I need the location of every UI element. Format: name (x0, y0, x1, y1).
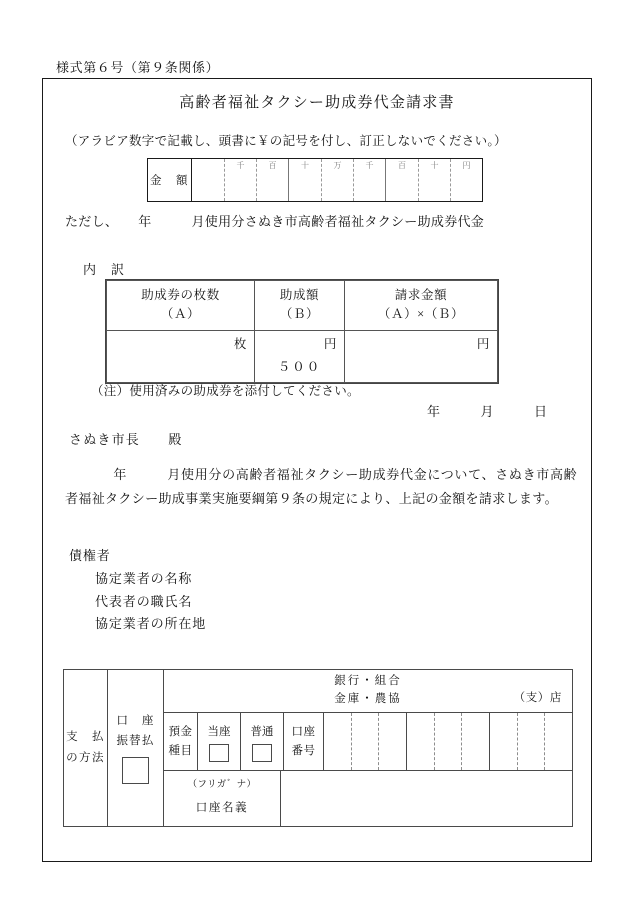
cell-claim-amount[interactable] (345, 330, 498, 382)
creditor-company-name: 協定業者の名称 (95, 570, 193, 586)
amount-digit-group-1 (192, 159, 288, 201)
account-digit-cell[interactable] (434, 713, 462, 770)
amount-table (147, 158, 483, 202)
date-line (43, 401, 591, 420)
payment-method-table (63, 669, 573, 827)
account-digit-cell[interactable] (378, 713, 406, 770)
account-digit-cell[interactable] (461, 713, 489, 770)
header-subsidy-amount (255, 281, 345, 331)
breakdown-section-label: 内 訳 (83, 262, 126, 277)
unit-yen: 円 (476, 336, 490, 351)
deposit-type-line1: 預金 (168, 726, 193, 739)
account-number-cells (324, 713, 572, 770)
payment-method-label-line1: 支 払 (66, 730, 105, 743)
account-digit-cell[interactable] (490, 713, 517, 770)
savings-account-label: 普通 (250, 725, 274, 738)
tadashi-line: ただし、 年 月使用分さぬき市高齢者福祉タクシー助成券代金 (65, 214, 485, 229)
account-number-line1: 口座 (291, 726, 316, 739)
account-digit-group-1 (324, 713, 406, 770)
arabic-numeral-note: （アラビア数字で記載し、頭書に￥の記号を付し、訂正しないでください。） (65, 134, 507, 148)
checking-account-label: 当座 (207, 725, 231, 738)
deposit-type-line2: 種目 (168, 744, 193, 757)
bank-transfer-cell (108, 670, 164, 826)
account-digit-group-2 (406, 713, 489, 770)
bank-name-row[interactable] (164, 670, 572, 713)
account-number-label (284, 713, 324, 770)
account-digit-cell[interactable] (351, 713, 379, 770)
account-holder-row (164, 771, 572, 826)
request-body-paragraph (65, 463, 577, 511)
creditor-address: 協定業者の所在地 (95, 616, 207, 632)
cell-subsidy-amount[interactable] (255, 330, 345, 382)
body-year: 年 (113, 467, 128, 482)
savings-account-option[interactable] (241, 713, 284, 770)
page-title: 高齢者福祉タクシー助成券代金請求書 (179, 95, 455, 111)
body-line2: 市高齢者福祉タクシー助成事業実施要綱第９条の規定により、上記の金額 (65, 467, 577, 507)
amount-digit-cell[interactable]: 十 (418, 159, 450, 201)
amount-digit-cells (192, 159, 482, 201)
header-line2: （Ａ） (160, 306, 201, 321)
checking-account-checkbox[interactable] (209, 744, 229, 762)
header-ticket-count (107, 281, 255, 331)
amount-digit-cell[interactable] (192, 159, 224, 201)
header-line1: 助成額 (279, 288, 320, 302)
header-claim-amount (345, 281, 498, 331)
payment-method-label (64, 670, 108, 826)
account-holder-label (164, 771, 281, 826)
account-digit-cell[interactable] (407, 713, 434, 770)
bank-type-line2: 金庫・農協 (334, 692, 402, 705)
breakdown-table (105, 279, 499, 384)
bank-transfer-label-line2: 振替払 (116, 734, 155, 747)
date-month: 月 (480, 404, 494, 419)
cell-ticket-count[interactable] (107, 330, 255, 382)
date-year: 年 (426, 404, 440, 419)
amount-digit-group-3 (385, 159, 482, 201)
header-line1: 請求金額 (394, 288, 448, 302)
payment-method-label-line2: の方法 (66, 752, 105, 764)
savings-account-checkbox[interactable] (252, 744, 272, 762)
amount-digit-cell[interactable]: 円 (450, 159, 482, 201)
creditor-title: 債権者 (69, 548, 111, 563)
unit-mai: 枚 (233, 336, 247, 351)
bank-transfer-checkbox[interactable] (122, 757, 149, 784)
header-line2: （Ａ）×（Ｂ） (377, 306, 465, 321)
body-line1: 月使用分の高齢者福祉タクシー助成券代金について、さぬき (167, 467, 537, 482)
subsidy-value: ５００ (277, 359, 322, 374)
breakdown-footnote: （注）使用済みの助成券を添付してください。 (91, 384, 360, 398)
account-name-label: 口座名義 (195, 802, 249, 815)
amount-label: 金 額 (148, 159, 192, 201)
creditor-block (69, 545, 206, 636)
form-code: 様式第６号（第９条関係） (56, 60, 220, 75)
amount-digit-cell[interactable]: 十 (301, 161, 309, 170)
amount-digit-cell[interactable]: 百 (256, 159, 288, 201)
table-header-row (107, 281, 498, 331)
account-number-line2: 番号 (291, 744, 316, 757)
account-row (164, 713, 572, 771)
creditor-representative: 代表者の職氏名 (95, 593, 193, 609)
body-line3: を請求します。 (465, 491, 558, 507)
account-holder-input-area[interactable] (281, 771, 572, 826)
amount-digit-cell[interactable]: 百 (398, 161, 406, 170)
form-outer-frame (42, 78, 592, 862)
addressee: さぬき市長 殿 (69, 432, 183, 447)
account-digit-cell[interactable] (517, 713, 545, 770)
bank-type-labels (164, 673, 572, 709)
unit-yen: 円 (323, 336, 337, 351)
account-digit-cell[interactable] (544, 713, 572, 770)
amount-digit-cell[interactable]: 万 (321, 159, 353, 201)
amount-digit-cell[interactable]: 千 (353, 159, 385, 201)
amount-digit-group-2 (288, 159, 385, 201)
account-digit-group-3 (489, 713, 572, 770)
branch-label: （支）店 (513, 692, 562, 704)
bank-transfer-label-line1: 口 座 (116, 714, 155, 727)
table-row (107, 330, 498, 382)
amount-digit-cell[interactable]: 千 (224, 159, 256, 201)
bank-type-line1: 銀行・組合 (334, 675, 402, 687)
header-line2: （Ｂ） (279, 306, 320, 321)
deposit-type-label (164, 713, 198, 770)
bank-details-section (164, 670, 572, 826)
account-digit-cell[interactable] (324, 713, 351, 770)
date-day: 日 (533, 404, 547, 419)
header-line1: 助成券の枚数 (141, 288, 220, 302)
checking-account-option[interactable] (198, 713, 241, 770)
furigana-label: （フリガ゛ナ） (187, 780, 257, 791)
